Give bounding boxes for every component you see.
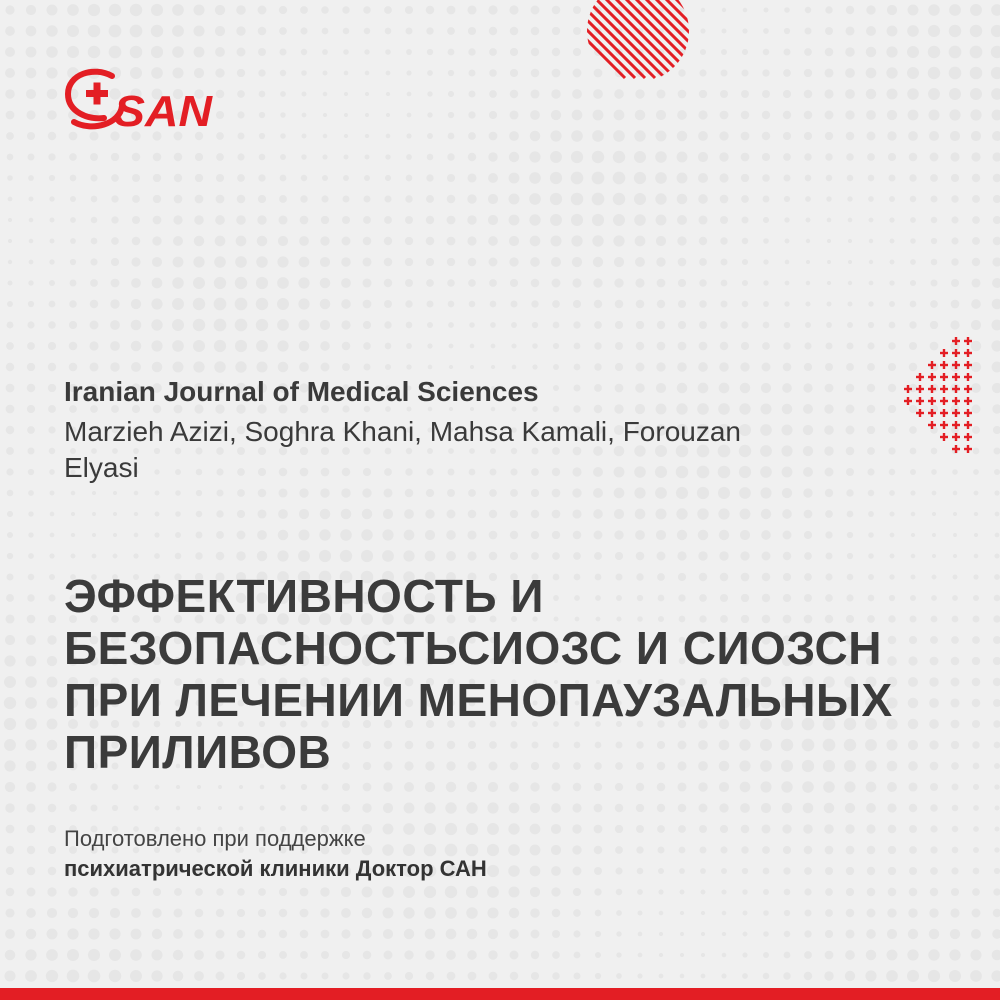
plus-icon [928,385,936,393]
plus-icon [952,349,960,357]
plus-icon [916,397,924,405]
support-note: Подготовлено при поддержке [64,826,366,851]
plus-icon [952,385,960,393]
support-clinic: психиатрической клиники Доктор САН [64,856,487,881]
plus-icon [940,397,948,405]
title-line: ПРИ ЛЕЧЕНИИ МЕНОПАУЗАЛЬНЫХ [64,674,893,726]
plus-icon [940,361,948,369]
plus-icon [964,397,972,405]
plus-icon [952,361,960,369]
plus-icon [940,433,948,441]
bottom-accent-bar [0,988,1000,1000]
plus-icon [964,349,972,357]
plus-icon [952,409,960,417]
plus-icon [940,385,948,393]
plus-icon [952,397,960,405]
plus-icon [964,433,972,441]
logo-text: SAN [114,87,214,134]
plus-icon [952,337,960,345]
striped-circle-decoration [585,0,691,84]
author-list: Marzieh Azizi, Soghra Khani, Mahsa Kamali, Forouzan Elyasi [64,416,741,483]
plus-icon-cluster [900,330,980,460]
plus-icon [952,373,960,381]
plus-icon [940,421,948,429]
plus-icon [928,397,936,405]
plus-icon [928,361,936,369]
title-line: ЭФФЕКТИВНОСТЬ И [64,570,544,622]
plus-icon [952,421,960,429]
plus-icon [928,373,936,381]
plus-icon [916,409,924,417]
plus-icon [964,337,972,345]
article-title [64,570,964,778]
plus-icon [940,409,948,417]
plus-icon [904,397,912,405]
title-line: БЕЗОПАСНОСТЬСИОЗС И СИОЗСН [64,622,882,674]
title-line: ПРИЛИВОВ [64,726,332,778]
journal-name: Iranian Journal of Medical Sciences [64,376,539,407]
plus-icon [964,373,972,381]
plus-icon [916,385,924,393]
plus-icon [952,445,960,453]
plus-icon [964,445,972,453]
plus-icon [904,385,912,393]
plus-icon [940,349,948,357]
san-logo [64,64,216,134]
plus-icon [940,373,948,381]
plus-icon [964,385,972,393]
plus-icon [928,421,936,429]
plus-icon [916,373,924,381]
plus-icon [952,433,960,441]
plus-icon [964,361,972,369]
plus-icon [964,421,972,429]
plus-icon [964,409,972,417]
plus-icon [928,409,936,417]
